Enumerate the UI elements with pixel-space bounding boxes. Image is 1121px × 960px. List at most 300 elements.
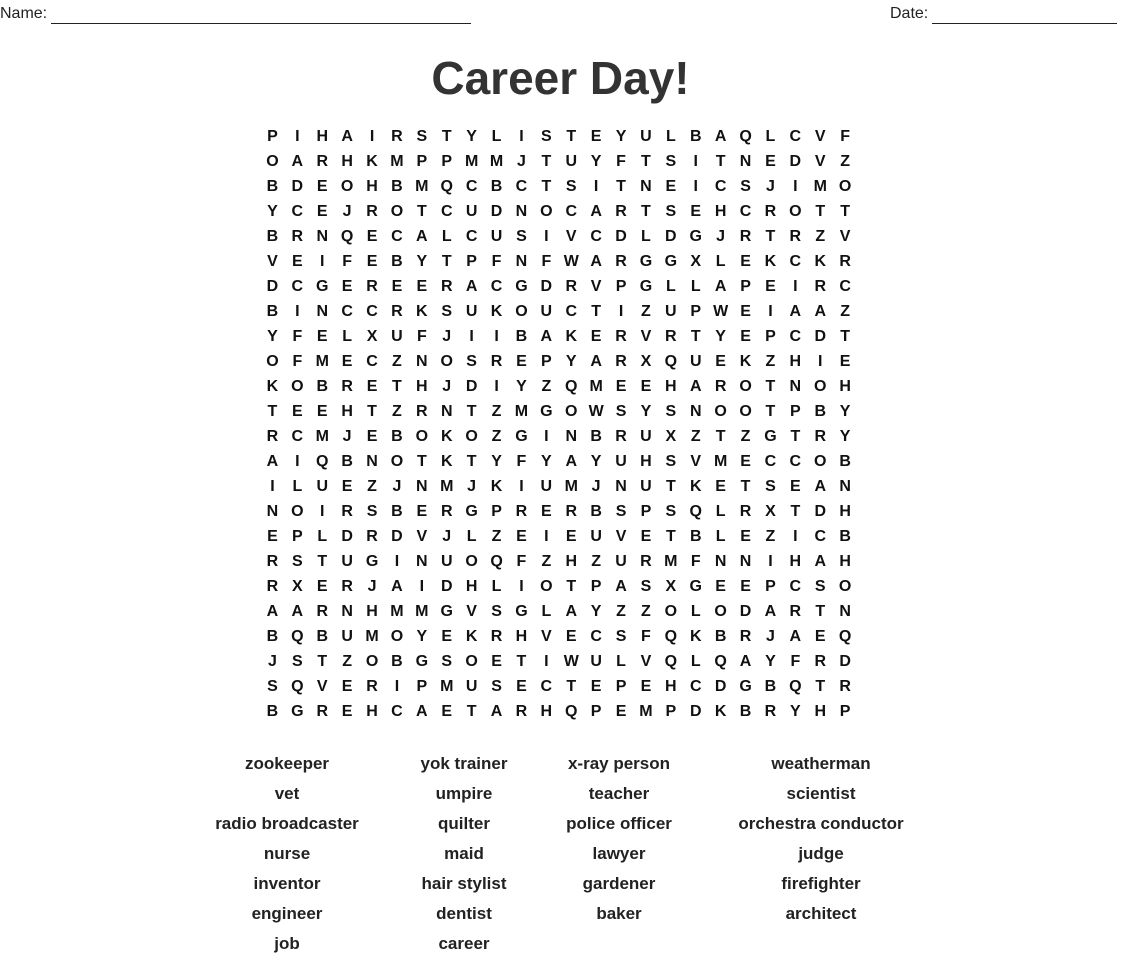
grid-letter[interactable]: U <box>391 328 403 345</box>
grid-letter[interactable]: C <box>739 203 752 220</box>
grid-letter[interactable]: Y <box>416 628 428 645</box>
grid-letter[interactable]: P <box>292 528 303 545</box>
grid-letter[interactable]: T <box>765 378 776 395</box>
grid-letter[interactable]: L <box>715 253 726 270</box>
grid-letter[interactable]: S <box>441 303 453 320</box>
grid-letter[interactable]: E <box>590 128 602 145</box>
grid-letter[interactable]: X <box>765 503 776 520</box>
grid-letter[interactable]: G <box>365 553 379 570</box>
grid-letter[interactable]: N <box>416 553 428 570</box>
grid-letter[interactable]: K <box>689 628 702 645</box>
grid-letter[interactable]: T <box>790 503 801 520</box>
grid-letter[interactable]: U <box>440 553 453 570</box>
grid-letter[interactable]: A <box>615 578 627 595</box>
grid-letter[interactable]: M <box>415 603 429 620</box>
grid-letter[interactable]: P <box>441 153 453 170</box>
grid-letter[interactable]: H <box>665 378 677 395</box>
grid-letter[interactable]: Q <box>739 128 752 145</box>
grid-letter[interactable]: Z <box>840 153 851 170</box>
grid-letter[interactable]: R <box>615 428 627 445</box>
grid-letter[interactable]: T <box>815 203 826 220</box>
grid-letter[interactable]: S <box>292 553 303 570</box>
grid-letter[interactable]: J <box>342 203 352 220</box>
grid-letter[interactable]: J <box>516 153 526 170</box>
grid-letter[interactable]: G <box>739 678 752 695</box>
grid-letter[interactable]: E <box>690 203 702 220</box>
grid-letter[interactable]: H <box>714 203 727 220</box>
grid-letter[interactable]: G <box>316 278 329 295</box>
grid-letter[interactable]: Z <box>591 553 602 570</box>
grid-letter[interactable]: I <box>419 578 425 595</box>
grid-letter[interactable]: Z <box>616 603 626 620</box>
grid-letter[interactable]: H <box>789 553 802 570</box>
grid-letter[interactable]: N <box>839 478 851 495</box>
grid-letter[interactable]: C <box>789 328 802 345</box>
grid-letter[interactable]: M <box>514 403 529 420</box>
grid-letter[interactable]: K <box>714 703 727 720</box>
grid-letter[interactable]: L <box>690 278 701 295</box>
grid-letter[interactable]: R <box>665 328 677 345</box>
grid-letter[interactable]: K <box>440 453 453 470</box>
grid-letter[interactable]: J <box>591 478 601 495</box>
grid-letter[interactable]: L <box>317 528 328 545</box>
grid-letter[interactable]: T <box>541 153 552 170</box>
grid-letter[interactable]: G <box>689 228 702 245</box>
grid-letter[interactable]: R <box>366 278 378 295</box>
grid-letter[interactable]: T <box>566 128 577 145</box>
grid-letter[interactable]: C <box>391 703 403 720</box>
grid-letter[interactable]: P <box>267 128 278 145</box>
grid-letter[interactable]: E <box>366 428 378 445</box>
grid-letter[interactable]: N <box>689 403 702 420</box>
grid-letter[interactable]: N <box>839 603 851 620</box>
grid-letter[interactable]: B <box>391 253 403 270</box>
grid-letter[interactable]: S <box>441 653 453 670</box>
grid-letter[interactable]: T <box>541 178 552 195</box>
grid-letter[interactable]: E <box>640 678 652 695</box>
grid-letter[interactable]: G <box>639 253 653 270</box>
grid-letter[interactable]: H <box>366 703 378 720</box>
grid-letter[interactable]: F <box>641 628 651 645</box>
grid-letter[interactable]: M <box>390 153 404 170</box>
grid-letter[interactable]: C <box>565 203 578 220</box>
grid-letter[interactable]: Q <box>689 503 702 520</box>
grid-letter[interactable]: F <box>292 353 303 370</box>
grid-letter[interactable]: L <box>466 528 477 545</box>
grid-letter[interactable]: T <box>641 153 651 170</box>
grid-letter[interactable]: I <box>544 228 549 245</box>
grid-letter[interactable]: E <box>715 578 726 595</box>
grid-letter[interactable]: P <box>740 278 751 295</box>
grid-letter[interactable]: Y <box>715 328 726 345</box>
grid-letter[interactable]: K <box>490 478 503 495</box>
grid-letter[interactable]: Z <box>491 403 502 420</box>
grid-letter[interactable]: F <box>541 253 552 270</box>
grid-letter[interactable]: M <box>365 628 379 645</box>
grid-letter[interactable]: E <box>740 253 751 270</box>
grid-letter[interactable]: R <box>266 578 279 595</box>
grid-letter[interactable]: S <box>665 153 677 170</box>
grid-letter[interactable]: L <box>665 128 676 145</box>
grid-letter[interactable]: F <box>840 128 851 145</box>
grid-letter[interactable]: B <box>590 503 602 520</box>
grid-letter[interactable]: O <box>664 603 678 620</box>
grid-letter[interactable]: O <box>540 203 553 220</box>
grid-letter[interactable]: L <box>491 128 502 145</box>
grid-letter[interactable]: H <box>839 378 851 395</box>
grid-letter[interactable]: W <box>588 403 604 420</box>
grid-letter[interactable]: B <box>739 703 752 720</box>
grid-letter[interactable]: R <box>640 553 652 570</box>
grid-letter[interactable]: P <box>665 703 677 720</box>
grid-letter[interactable]: A <box>565 603 578 620</box>
grid-letter[interactable]: A <box>814 303 827 320</box>
grid-letter[interactable]: E <box>615 378 627 395</box>
grid-letter[interactable]: K <box>416 303 428 320</box>
grid-letter[interactable]: C <box>291 203 304 220</box>
grid-letter[interactable]: F <box>616 153 626 170</box>
grid-letter[interactable]: I <box>693 153 698 170</box>
grid-letter[interactable]: E <box>839 353 851 370</box>
grid-letter[interactable]: R <box>490 353 503 370</box>
grid-letter[interactable]: S <box>491 603 502 620</box>
grid-letter[interactable]: G <box>515 278 528 295</box>
grid-letter[interactable]: U <box>341 628 353 645</box>
grid-letter[interactable]: B <box>266 628 279 645</box>
grid-letter[interactable]: B <box>266 703 279 720</box>
grid-letter[interactable]: E <box>740 578 751 595</box>
grid-letter[interactable]: T <box>466 403 477 420</box>
grid-letter[interactable]: S <box>640 578 652 595</box>
grid-letter[interactable]: U <box>341 553 353 570</box>
grid-letter[interactable]: L <box>441 228 452 245</box>
grid-letter[interactable]: H <box>814 703 827 720</box>
grid-letter[interactable]: C <box>540 678 553 695</box>
date-field[interactable] <box>890 4 1117 26</box>
grid-letter[interactable]: Q <box>664 653 678 670</box>
grid-letter[interactable]: I <box>494 328 499 345</box>
grid-letter[interactable]: Y <box>590 603 602 620</box>
grid-letter[interactable]: G <box>639 278 653 295</box>
grid-letter[interactable]: E <box>740 453 751 470</box>
grid-letter[interactable]: Y <box>590 153 602 170</box>
grid-letter[interactable]: N <box>789 378 802 395</box>
grid-letter[interactable]: S <box>267 678 278 695</box>
grid-letter[interactable]: U <box>665 303 677 320</box>
grid-letter[interactable]: R <box>615 203 627 220</box>
grid-letter[interactable]: J <box>267 653 277 670</box>
grid-letter[interactable]: H <box>839 503 851 520</box>
grid-letter[interactable]: N <box>316 228 329 245</box>
grid-letter[interactable]: F <box>292 328 303 345</box>
grid-letter[interactable]: I <box>519 478 524 495</box>
grid-letter[interactable]: L <box>665 278 676 295</box>
grid-letter[interactable]: B <box>839 453 851 470</box>
grid-letter[interactable]: P <box>590 578 602 595</box>
grid-letter[interactable]: E <box>267 528 278 545</box>
grid-letter[interactable]: C <box>366 303 378 320</box>
grid-letter[interactable]: C <box>789 253 802 270</box>
grid-letter[interactable]: F <box>790 653 801 670</box>
grid-letter[interactable]: U <box>590 528 602 545</box>
grid-letter[interactable]: C <box>465 228 478 245</box>
grid-letter[interactable]: F <box>690 553 701 570</box>
grid-letter[interactable]: G <box>465 503 478 520</box>
grid-letter[interactable]: I <box>394 678 400 695</box>
grid-letter[interactable]: J <box>442 528 452 545</box>
grid-letter[interactable]: B <box>391 428 403 445</box>
grid-letter[interactable]: O <box>714 603 727 620</box>
grid-letter[interactable]: A <box>814 553 827 570</box>
grid-letter[interactable]: V <box>590 278 602 295</box>
grid-letter[interactable]: I <box>793 278 798 295</box>
grid-letter[interactable]: H <box>366 603 378 620</box>
grid-letter[interactable]: X <box>665 428 677 445</box>
grid-letter[interactable]: H <box>465 578 478 595</box>
grid-letter[interactable]: K <box>465 628 478 645</box>
grid-letter[interactable]: T <box>466 453 477 470</box>
grid-letter[interactable]: E <box>316 203 328 220</box>
grid-letter[interactable]: M <box>440 678 454 695</box>
grid-letter[interactable]: S <box>516 228 527 245</box>
grid-letter[interactable]: D <box>814 503 827 520</box>
grid-letter[interactable]: B <box>515 328 528 345</box>
grid-letter[interactable]: F <box>516 453 527 470</box>
grid-letter[interactable]: E <box>491 653 502 670</box>
grid-letter[interactable]: A <box>739 653 752 670</box>
grid-letter[interactable]: T <box>765 228 776 245</box>
grid-letter[interactable]: S <box>665 403 677 420</box>
grid-letter[interactable]: B <box>391 653 403 670</box>
grid-letter[interactable]: O <box>465 553 478 570</box>
grid-letter[interactable]: P <box>640 503 652 520</box>
grid-letter[interactable]: I <box>544 528 549 545</box>
name-blank-line[interactable] <box>51 5 471 24</box>
grid-letter[interactable]: D <box>391 528 403 545</box>
date-blank-line[interactable] <box>932 5 1117 24</box>
grid-letter[interactable]: O <box>266 353 279 370</box>
grid-letter[interactable]: E <box>316 578 328 595</box>
grid-letter[interactable]: O <box>266 153 279 170</box>
grid-letter[interactable]: P <box>765 578 776 595</box>
grid-letter[interactable]: E <box>391 278 403 295</box>
grid-letter[interactable]: T <box>840 203 851 220</box>
grid-letter[interactable]: T <box>466 703 477 720</box>
grid-letter[interactable]: C <box>440 203 453 220</box>
grid-letter[interactable]: O <box>340 178 354 195</box>
grid-letter[interactable]: Z <box>491 428 502 445</box>
grid-letter[interactable]: O <box>390 453 404 470</box>
grid-letter[interactable]: A <box>590 353 602 370</box>
grid-letter[interactable]: E <box>341 278 353 295</box>
grid-letter[interactable]: E <box>416 278 428 295</box>
grid-letter[interactable]: O <box>814 378 827 395</box>
grid-letter[interactable]: L <box>541 603 552 620</box>
grid-letter[interactable]: A <box>490 703 503 720</box>
grid-letter[interactable]: D <box>266 278 279 295</box>
grid-letter[interactable]: A <box>714 128 727 145</box>
grid-letter[interactable]: R <box>565 503 578 520</box>
grid-letter[interactable]: L <box>690 603 701 620</box>
grid-letter[interactable]: E <box>590 678 602 695</box>
grid-letter[interactable]: P <box>416 153 428 170</box>
grid-letter[interactable]: M <box>589 378 603 395</box>
grid-letter[interactable]: H <box>341 153 353 170</box>
grid-letter[interactable]: Z <box>392 353 402 370</box>
grid-letter[interactable]: L <box>342 328 353 345</box>
grid-letter[interactable]: R <box>615 328 627 345</box>
grid-letter[interactable]: C <box>565 303 578 320</box>
grid-letter[interactable]: P <box>615 278 627 295</box>
grid-letter[interactable]: R <box>341 578 353 595</box>
grid-letter[interactable]: G <box>540 403 553 420</box>
grid-letter[interactable]: R <box>764 703 777 720</box>
grid-letter[interactable]: E <box>341 678 353 695</box>
grid-letter[interactable]: R <box>366 528 378 545</box>
grid-letter[interactable]: R <box>366 678 378 695</box>
grid-letter[interactable]: N <box>341 603 353 620</box>
grid-letter[interactable]: P <box>491 503 502 520</box>
grid-letter[interactable]: G <box>764 428 777 445</box>
grid-letter[interactable]: H <box>640 453 652 470</box>
grid-letter[interactable]: Y <box>565 353 577 370</box>
grid-letter[interactable]: B <box>689 128 702 145</box>
grid-letter[interactable]: T <box>815 603 826 620</box>
grid-letter[interactable]: E <box>565 628 577 645</box>
grid-letter[interactable]: A <box>291 153 304 170</box>
grid-letter[interactable]: C <box>789 128 802 145</box>
grid-letter[interactable]: H <box>665 678 677 695</box>
grid-letter[interactable]: S <box>615 403 627 420</box>
grid-letter[interactable]: R <box>739 228 752 245</box>
grid-letter[interactable]: I <box>295 128 300 145</box>
grid-letter[interactable]: E <box>715 478 726 495</box>
grid-letter[interactable]: Y <box>839 428 851 445</box>
grid-letter[interactable]: R <box>714 378 727 395</box>
grid-letter[interactable]: T <box>616 178 626 195</box>
grid-letter[interactable]: O <box>540 578 553 595</box>
grid-letter[interactable]: D <box>714 678 727 695</box>
grid-letter[interactable]: F <box>491 253 502 270</box>
grid-letter[interactable]: T <box>790 428 801 445</box>
grid-letter[interactable]: N <box>714 553 727 570</box>
grid-letter[interactable]: T <box>715 428 726 445</box>
grid-letter[interactable]: S <box>366 503 378 520</box>
grid-letter[interactable]: L <box>641 228 651 245</box>
grid-letter[interactable]: K <box>366 153 378 170</box>
grid-letter[interactable]: R <box>839 253 851 270</box>
grid-letter[interactable]: B <box>714 628 727 645</box>
grid-letter[interactable]: Z <box>641 603 651 620</box>
grid-letter[interactable]: J <box>392 478 402 495</box>
grid-letter[interactable]: Z <box>491 528 502 545</box>
grid-letter[interactable]: Z <box>740 428 751 445</box>
grid-letter[interactable]: H <box>316 128 329 145</box>
grid-letter[interactable]: I <box>519 128 524 145</box>
grid-letter[interactable]: O <box>739 403 752 420</box>
grid-letter[interactable]: C <box>839 278 851 295</box>
grid-letter[interactable]: T <box>740 478 751 495</box>
grid-letter[interactable]: V <box>565 228 577 245</box>
grid-letter[interactable]: Z <box>541 378 552 395</box>
grid-letter[interactable]: R <box>291 228 304 245</box>
grid-letter[interactable]: J <box>716 228 726 245</box>
grid-letter[interactable]: M <box>564 478 578 495</box>
grid-letter[interactable]: D <box>789 153 802 170</box>
grid-letter[interactable]: R <box>789 603 802 620</box>
grid-letter[interactable]: G <box>689 578 702 595</box>
grid-letter[interactable]: Q <box>440 178 453 195</box>
grid-letter[interactable]: R <box>515 503 528 520</box>
grid-letter[interactable]: J <box>467 478 477 495</box>
grid-letter[interactable]: T <box>441 128 452 145</box>
grid-letter[interactable]: R <box>341 503 353 520</box>
grid-letter[interactable]: D <box>615 228 627 245</box>
grid-letter[interactable]: I <box>295 303 300 320</box>
grid-letter[interactable]: V <box>416 528 428 545</box>
grid-letter[interactable]: U <box>615 553 627 570</box>
grid-letter[interactable]: Y <box>590 453 602 470</box>
grid-letter[interactable]: E <box>640 528 652 545</box>
grid-letter[interactable]: N <box>640 178 652 195</box>
grid-letter[interactable]: Q <box>316 453 329 470</box>
grid-letter[interactable]: I <box>295 453 300 470</box>
grid-letter[interactable]: Q <box>838 628 852 645</box>
grid-letter[interactable]: R <box>814 428 827 445</box>
grid-letter[interactable]: J <box>442 328 452 345</box>
grid-letter[interactable]: A <box>416 703 428 720</box>
grid-letter[interactable]: P <box>466 253 477 270</box>
grid-letter[interactable]: G <box>440 603 453 620</box>
grid-letter[interactable]: U <box>540 303 553 320</box>
grid-letter[interactable]: H <box>366 178 378 195</box>
grid-letter[interactable]: O <box>565 403 578 420</box>
grid-letter[interactable]: I <box>519 578 524 595</box>
grid-letter[interactable]: E <box>316 178 328 195</box>
grid-letter[interactable]: V <box>640 328 652 345</box>
grid-letter[interactable]: H <box>839 553 851 570</box>
grid-letter[interactable]: R <box>416 403 428 420</box>
grid-letter[interactable]: Z <box>690 428 701 445</box>
grid-letter[interactable]: I <box>544 653 549 670</box>
grid-letter[interactable]: H <box>416 378 428 395</box>
grid-letter[interactable]: V <box>267 253 278 270</box>
grid-letter[interactable]: Y <box>615 128 627 145</box>
grid-letter[interactable]: P <box>765 328 776 345</box>
grid-letter[interactable]: B <box>490 178 503 195</box>
grid-letter[interactable]: H <box>565 553 578 570</box>
grid-letter[interactable]: N <box>366 453 378 470</box>
grid-letter[interactable]: O <box>291 378 304 395</box>
grid-letter[interactable]: R <box>316 153 329 170</box>
grid-letter[interactable]: E <box>765 153 776 170</box>
grid-letter[interactable]: E <box>814 628 826 645</box>
grid-letter[interactable]: X <box>640 353 652 370</box>
grid-letter[interactable]: E <box>715 353 726 370</box>
grid-letter[interactable]: W <box>563 653 579 670</box>
grid-letter[interactable]: U <box>590 653 602 670</box>
grid-letter[interactable]: B <box>316 378 329 395</box>
grid-letter[interactable]: J <box>367 578 377 595</box>
grid-letter[interactable]: A <box>540 328 553 345</box>
grid-letter[interactable]: Y <box>466 128 477 145</box>
grid-letter[interactable]: E <box>615 703 627 720</box>
grid-letter[interactable]: S <box>665 203 677 220</box>
grid-letter[interactable]: N <box>615 478 627 495</box>
grid-letter[interactable]: N <box>416 478 428 495</box>
grid-letter[interactable]: O <box>465 428 478 445</box>
grid-letter[interactable]: K <box>490 303 503 320</box>
